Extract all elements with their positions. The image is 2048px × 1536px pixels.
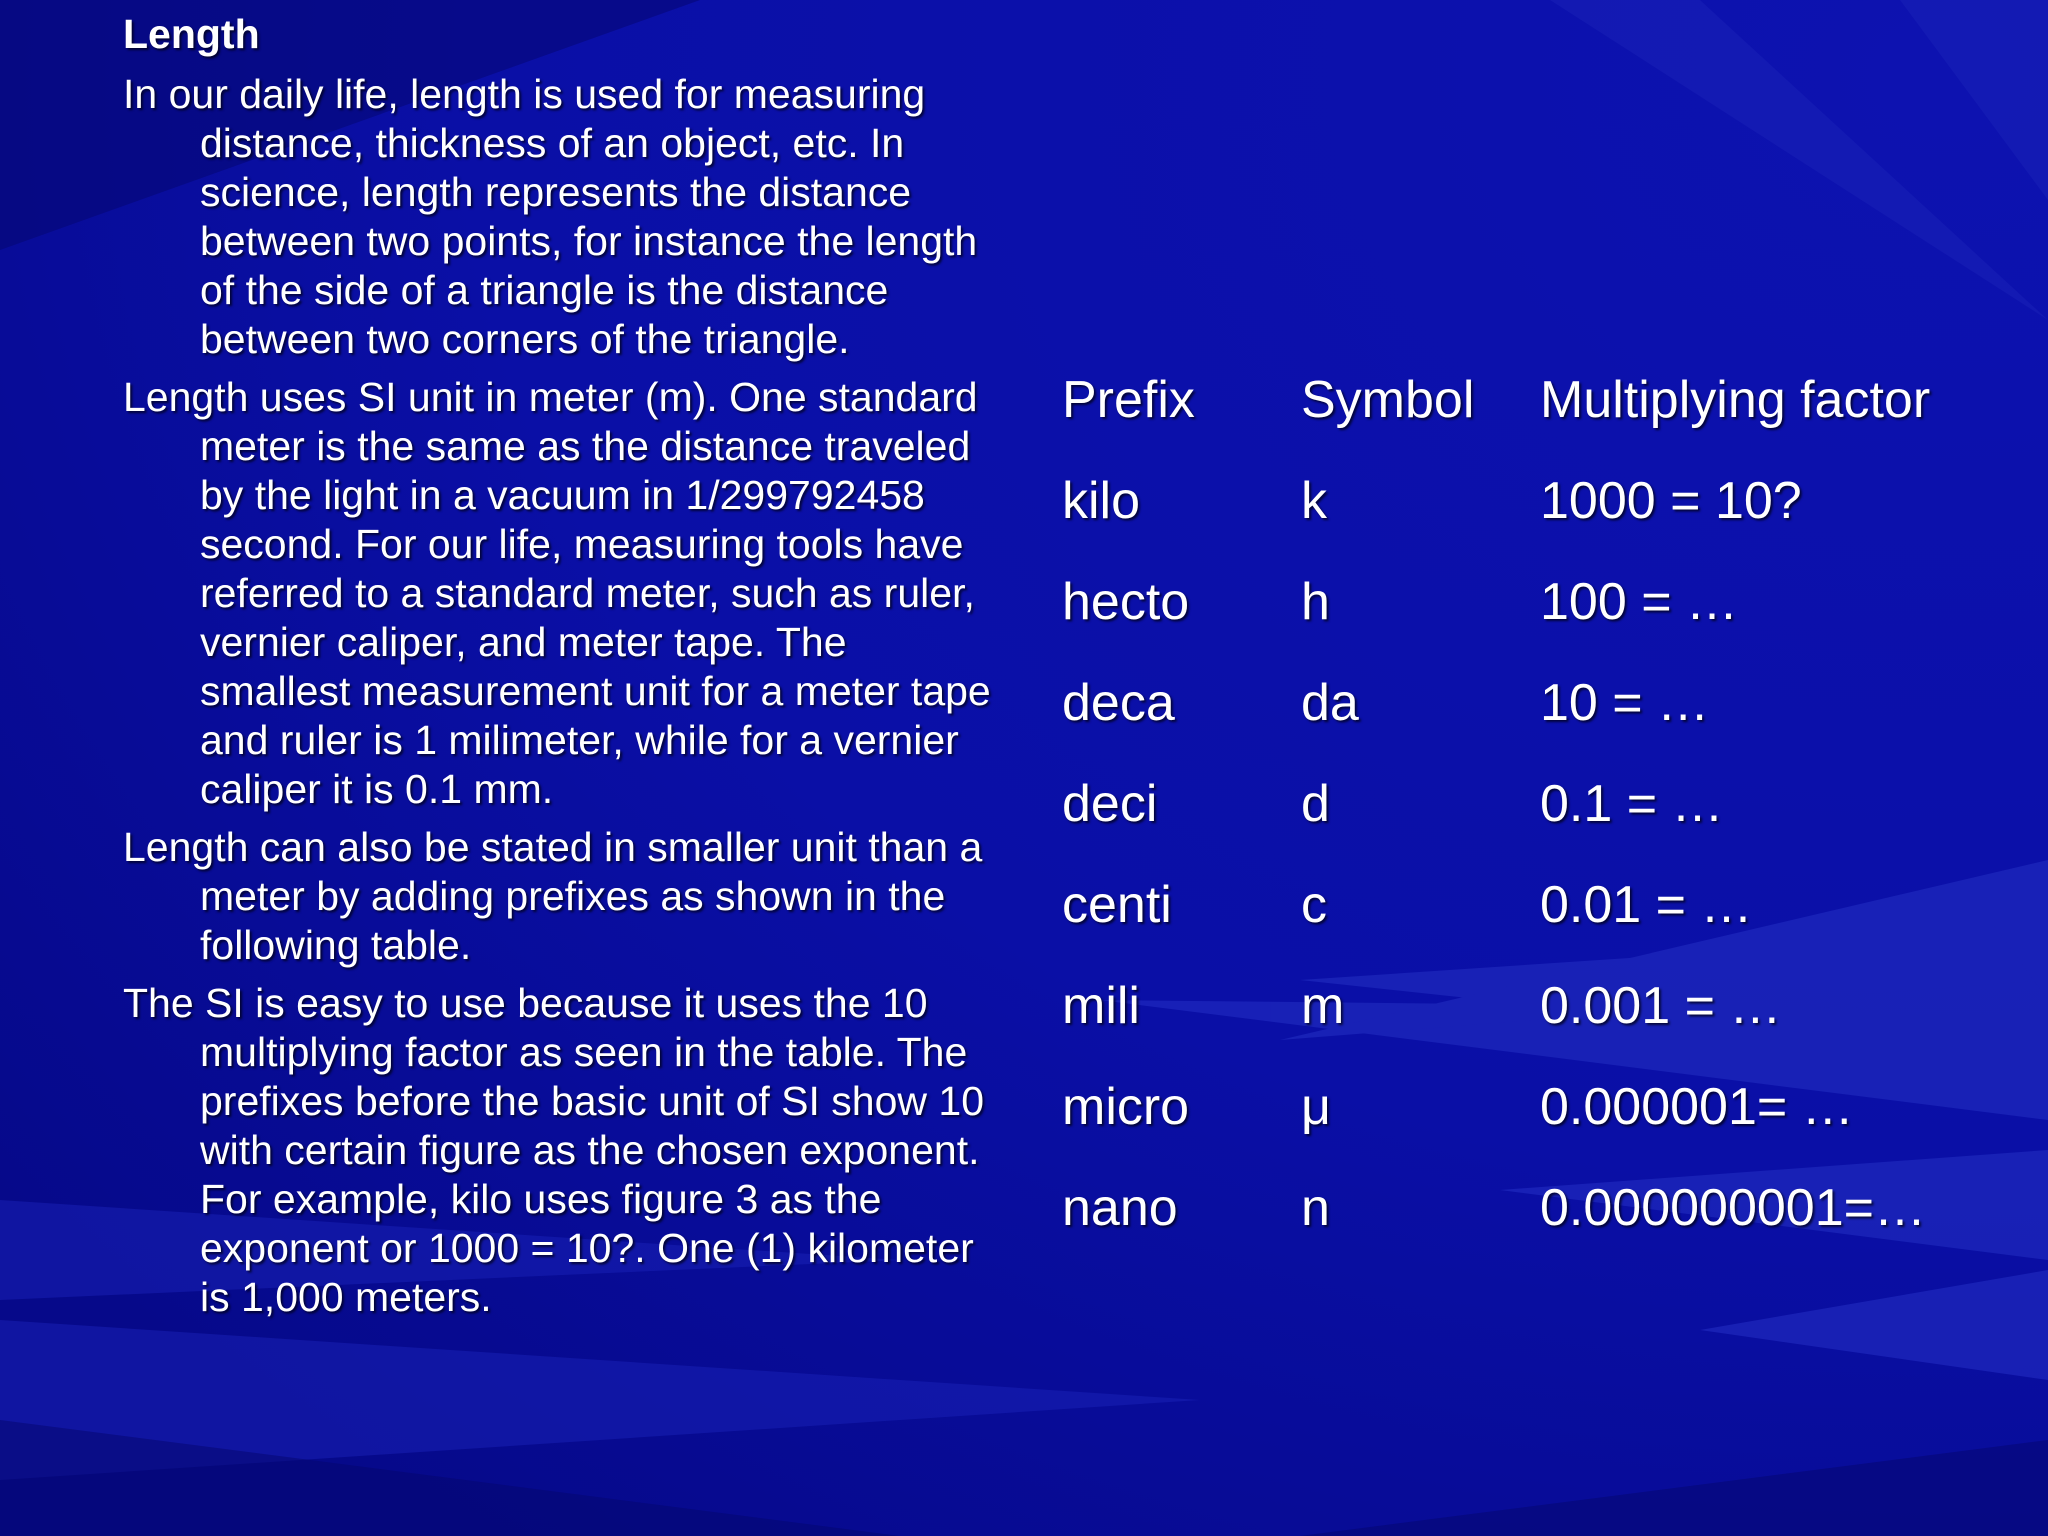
symbol-cell: d	[1301, 775, 1330, 833]
paragraph-smaller-units: Length can also be stated in smaller unit than a meter by adding prefixes as shown in the following table.	[123, 824, 983, 968]
paragraph-si-easy-to-use: The SI is easy to use because it uses the 10 multiplying factor as seen in the table. The prefixes before the basic unit of SI show 10 with certain figure as the chosen exponent. For example, kilo uses figure 3 as the exponent or 1000 = 10?. One (1) kilometer is 1,000 meters.	[123, 980, 985, 1320]
paragraph-length-daily-life: In our daily life, length is used for measuring distance, thickness of an object, etc. In science, length represents the distance between two points, for instance the length of the side of a triangle is the distance between two corners of the triangle.	[123, 71, 978, 362]
symbol-cell: da	[1301, 674, 1359, 732]
symbol-cell: m	[1301, 977, 1345, 1035]
factor-cell: 0.000001= …	[1540, 1078, 1854, 1136]
prefix-cell: nano	[1062, 1179, 1178, 1237]
slide-heading: Length	[123, 11, 260, 57]
header-symbol: Symbol	[1301, 371, 1475, 429]
header-multiplying-factor: Multiplying factor	[1540, 371, 1931, 429]
header-prefix: Prefix	[1062, 371, 1195, 429]
prefix-cell: micro	[1062, 1078, 1190, 1136]
text-column	[123, 8, 1003, 1331]
symbol-cell: n	[1301, 1179, 1330, 1237]
factor-cell: 0.1 = …	[1540, 775, 1724, 833]
symbol-cell: k	[1301, 472, 1327, 530]
prefix-cell: deca	[1062, 674, 1175, 732]
prefix-cell: kilo	[1062, 472, 1141, 530]
symbol-cell: h	[1301, 573, 1330, 631]
prefix-cell: deci	[1062, 775, 1158, 833]
prefix-cell: mili	[1062, 977, 1140, 1035]
symbol-cell: μ	[1301, 1078, 1331, 1136]
factor-cell: 0.01 = …	[1540, 876, 1753, 934]
symbol-cell: c	[1301, 876, 1327, 934]
prefix-cell: centi	[1062, 876, 1172, 934]
factor-cell: 100 = …	[1540, 573, 1739, 631]
factor-cell: 0.000000001=…	[1540, 1179, 1927, 1237]
factor-cell: 10 = …	[1540, 674, 1710, 732]
factor-cell: 0.001 = …	[1540, 977, 1782, 1035]
factor-cell: 1000 = 10?	[1540, 472, 1802, 530]
paragraph-si-unit-meter: Length uses SI unit in meter (m). One standard meter is the same as the distance traveled by the light in a vacuum in 1/299792458 second. For our life, measuring tools have referred to a standard meter, such as ruler, vernier caliper, and meter tape. The smallest measurement unit for a meter tape and ruler is 1 milimeter, while for a vernier caliper it is 0.1 mm.	[123, 374, 991, 812]
prefix-cell: hecto	[1062, 573, 1190, 631]
